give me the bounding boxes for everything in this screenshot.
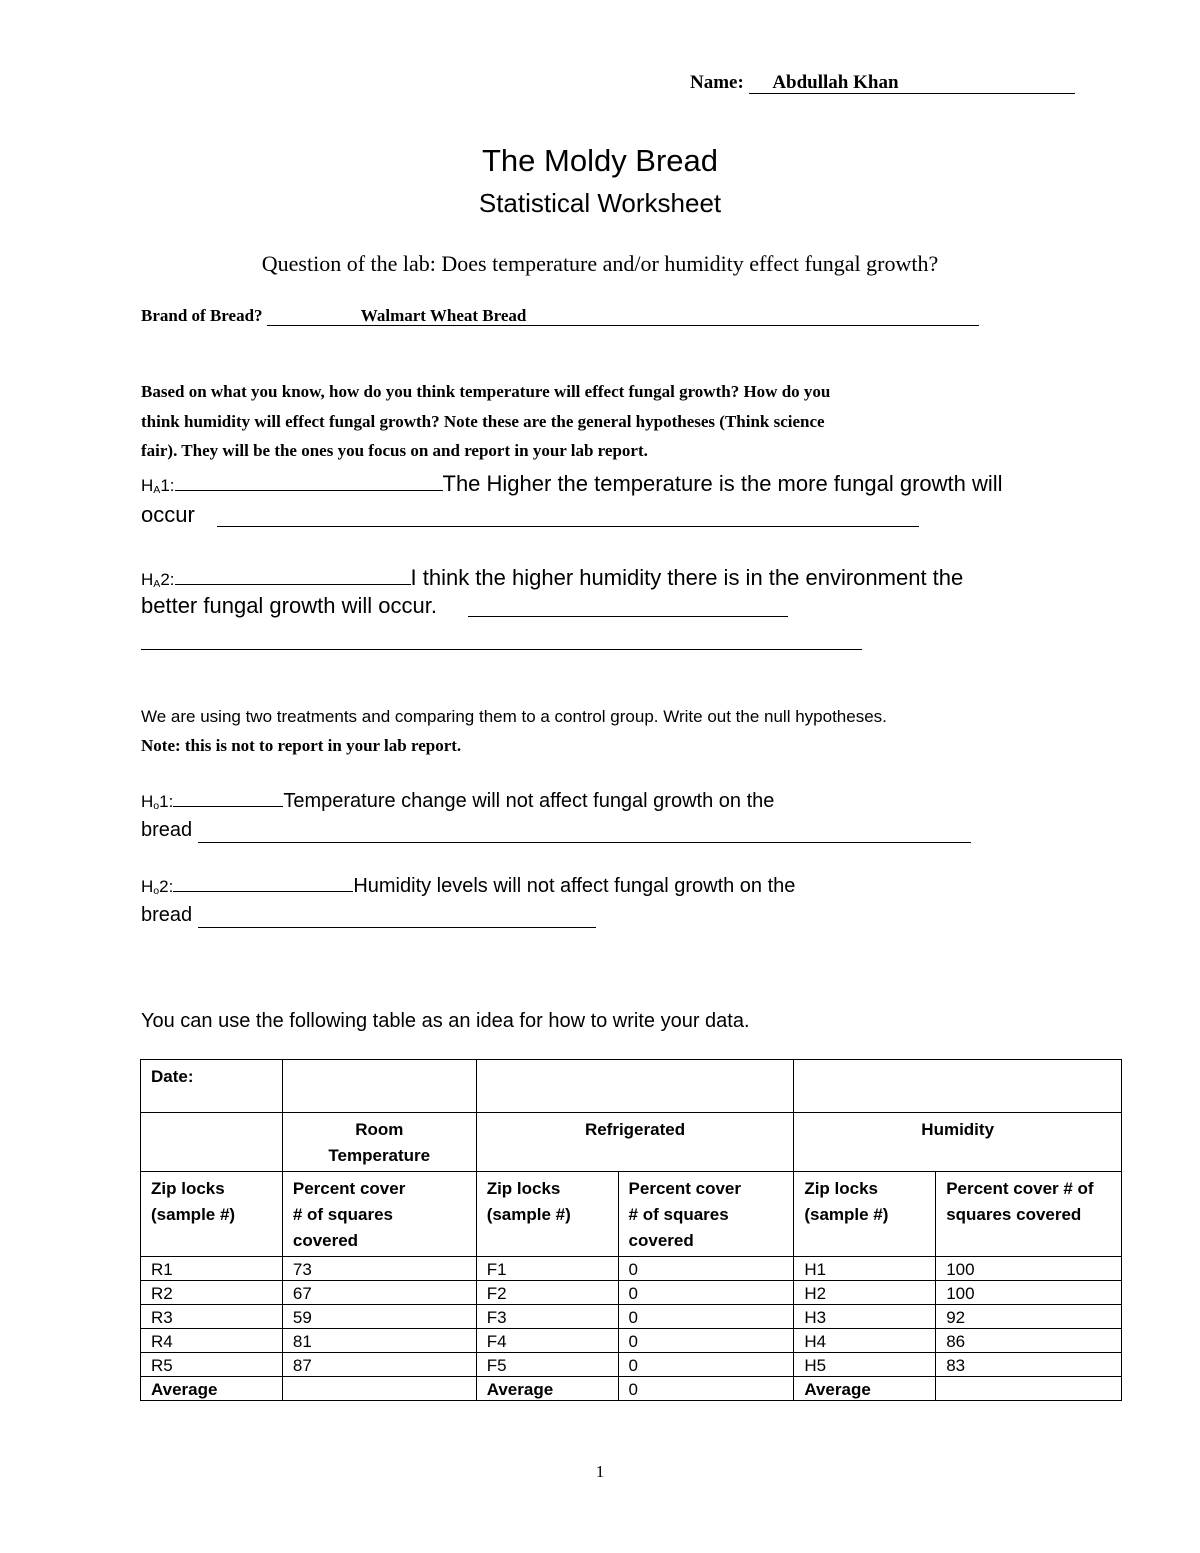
table-cell[interactable]: F2 [476, 1281, 618, 1305]
table-cell[interactable]: F3 [476, 1305, 618, 1329]
page-subtitle: Statistical Worksheet [478, 188, 722, 218]
name-value: Abdullah Khan [772, 72, 899, 93]
date-empty-cell[interactable] [794, 1060, 1122, 1113]
table-cell[interactable]: 67 [282, 1281, 476, 1305]
ho1-continuation-line[interactable] [198, 842, 971, 843]
table-cell[interactable]: 86 [936, 1329, 1122, 1353]
average-label-room: Average [141, 1377, 283, 1401]
ho2-continuation-line[interactable] [198, 927, 596, 928]
table-cell[interactable]: R4 [141, 1329, 283, 1353]
table-group-row [141, 1113, 1122, 1172]
table-cell[interactable]: R3 [141, 1305, 283, 1329]
table-cell[interactable]: 100 [936, 1257, 1122, 1281]
subheader-percent-humidity: Percent cover # of squares covered [936, 1172, 1122, 1257]
ha1-row-1 [141, 468, 1003, 497]
page-title: The Moldy Bread [481, 143, 719, 178]
data-table [140, 1059, 1122, 1401]
ha1-label: HA1: [141, 476, 175, 496]
average-label-fridge: Average [476, 1377, 618, 1401]
average-value-fridge[interactable]: 0 [618, 1377, 794, 1401]
ha2-blank[interactable] [175, 562, 411, 585]
table-date-row [141, 1060, 1122, 1113]
table-intro: You can use the following table as an idea for how to write your data. [141, 1010, 750, 1032]
ha1-answer-line-1: The Higher the temperature is the more fungal growth will [442, 471, 1003, 496]
table-cell[interactable]: H4 [794, 1329, 936, 1353]
table-cell[interactable]: 0 [618, 1329, 794, 1353]
ho2-answer-line-2: bread [141, 904, 193, 926]
ha2-row-1 [141, 562, 963, 591]
table-cell[interactable]: 0 [618, 1281, 794, 1305]
ha2-continuation-line[interactable] [141, 649, 862, 650]
table-cell[interactable]: F5 [476, 1353, 618, 1377]
subheader-zip-humidity: Zip locks (sample #) [794, 1172, 936, 1257]
average-label-humidity: Average [794, 1377, 936, 1401]
group-room-temperature: Room Temperature [282, 1113, 476, 1172]
table-cell[interactable]: 100 [936, 1281, 1122, 1305]
null-hypotheses-intro: We are using two treatments and comparing them to a control group. Write out the null hypotheses. [141, 707, 887, 726]
table-cell[interactable]: H5 [794, 1353, 936, 1377]
subheader-percent-fridge: Percent cover # of squares covered [618, 1172, 794, 1257]
table-cell[interactable]: F1 [476, 1257, 618, 1281]
table-row [141, 1281, 1122, 1305]
ha2-row-2 [141, 593, 437, 619]
table-cell[interactable]: H3 [794, 1305, 936, 1329]
null-hypotheses-note: Note: this is not to report in your lab report. [141, 736, 462, 755]
table-row [141, 1305, 1122, 1329]
table-cell[interactable]: R5 [141, 1353, 283, 1377]
ha2-answer-blank[interactable] [468, 616, 788, 617]
ho1-answer-line-1: Temperature change will not affect fungal growth on the [283, 790, 775, 812]
table-cell[interactable]: R1 [141, 1257, 283, 1281]
table-cell[interactable]: 87 [282, 1353, 476, 1377]
ho2-answer-line-1: Humidity levels will not affect fungal growth on the [353, 875, 796, 897]
ho2-label: Ho2: [141, 877, 174, 897]
table-cell[interactable]: 92 [936, 1305, 1122, 1329]
ha1-answer-line-2: occur [141, 502, 195, 527]
ho2-row-1 [141, 871, 795, 898]
lab-question: Question of the lab: Does temperature and/or humidity effect fungal growth? [261, 251, 939, 276]
brand-field [141, 306, 979, 326]
table-cell[interactable]: R2 [141, 1281, 283, 1305]
group-empty-cell [141, 1113, 283, 1172]
hypothesis-prompt-line-2: think humidity will effect fungal growth? Note these are the general hypotheses (Think science [141, 412, 825, 431]
table-average-row [141, 1377, 1122, 1401]
date-label-cell: Date: [141, 1060, 283, 1113]
ha1-blank[interactable] [175, 468, 443, 491]
average-value-room[interactable] [282, 1377, 476, 1401]
group-refrigerated: Refrigerated [476, 1113, 794, 1172]
brand-value-line[interactable] [267, 307, 979, 326]
table-cell[interactable]: 83 [936, 1353, 1122, 1377]
table-cell[interactable]: H2 [794, 1281, 936, 1305]
hypothesis-prompt-line-3: fair). They will be the ones you focus on and report in your lab report. [141, 441, 648, 460]
ho1-answer-line-2: bread [141, 819, 193, 841]
date-empty-cell[interactable] [476, 1060, 794, 1113]
name-field [690, 72, 1075, 94]
subheader-zip-fridge: Zip locks (sample #) [476, 1172, 618, 1257]
subheader-percent-room: Percent cover # of squares covered [282, 1172, 476, 1257]
table-cell[interactable]: 81 [282, 1329, 476, 1353]
page-number: 1 [595, 1462, 605, 1481]
table-subheader-row [141, 1172, 1122, 1257]
table-cell[interactable]: F4 [476, 1329, 618, 1353]
brand-value: Walmart Wheat Bread [360, 306, 527, 325]
group-humidity: Humidity [794, 1113, 1122, 1172]
table-cell[interactable]: 0 [618, 1353, 794, 1377]
table-cell[interactable]: 0 [618, 1305, 794, 1329]
ho2-blank[interactable] [173, 871, 353, 892]
table-cell[interactable]: 0 [618, 1257, 794, 1281]
average-value-humidity[interactable] [936, 1377, 1122, 1401]
table-cell[interactable]: 73 [282, 1257, 476, 1281]
date-value-cell[interactable] [282, 1060, 476, 1113]
ho1-row-1 [141, 786, 774, 813]
table-cell[interactable]: H1 [794, 1257, 936, 1281]
ha2-answer-line-1: I think the higher humidity there is in the environment the [410, 565, 964, 590]
ha1-continuation-line[interactable] [217, 526, 919, 527]
ho1-blank[interactable] [173, 786, 283, 807]
name-value-line[interactable] [749, 73, 1075, 94]
hypothesis-prompt-line-1: Based on what you know, how do you think temperature will effect fungal growth? How do you [141, 382, 831, 401]
name-label: Name: [690, 72, 744, 93]
ha1-row-2 [141, 502, 195, 528]
ho2-row-2 [141, 904, 192, 927]
ha2-answer-line-2: better fungal growth will occur. [141, 593, 437, 618]
brand-label: Brand of Bread? [141, 306, 263, 325]
ha2-label: HA2: [141, 570, 175, 590]
table-row [141, 1353, 1122, 1377]
subheader-zip-room: Zip locks (sample #) [141, 1172, 283, 1257]
table-row [141, 1329, 1122, 1353]
table-row [141, 1257, 1122, 1281]
table-cell[interactable]: 59 [282, 1305, 476, 1329]
ho1-label: Ho1: [141, 792, 174, 812]
ho1-row-2 [141, 819, 192, 842]
